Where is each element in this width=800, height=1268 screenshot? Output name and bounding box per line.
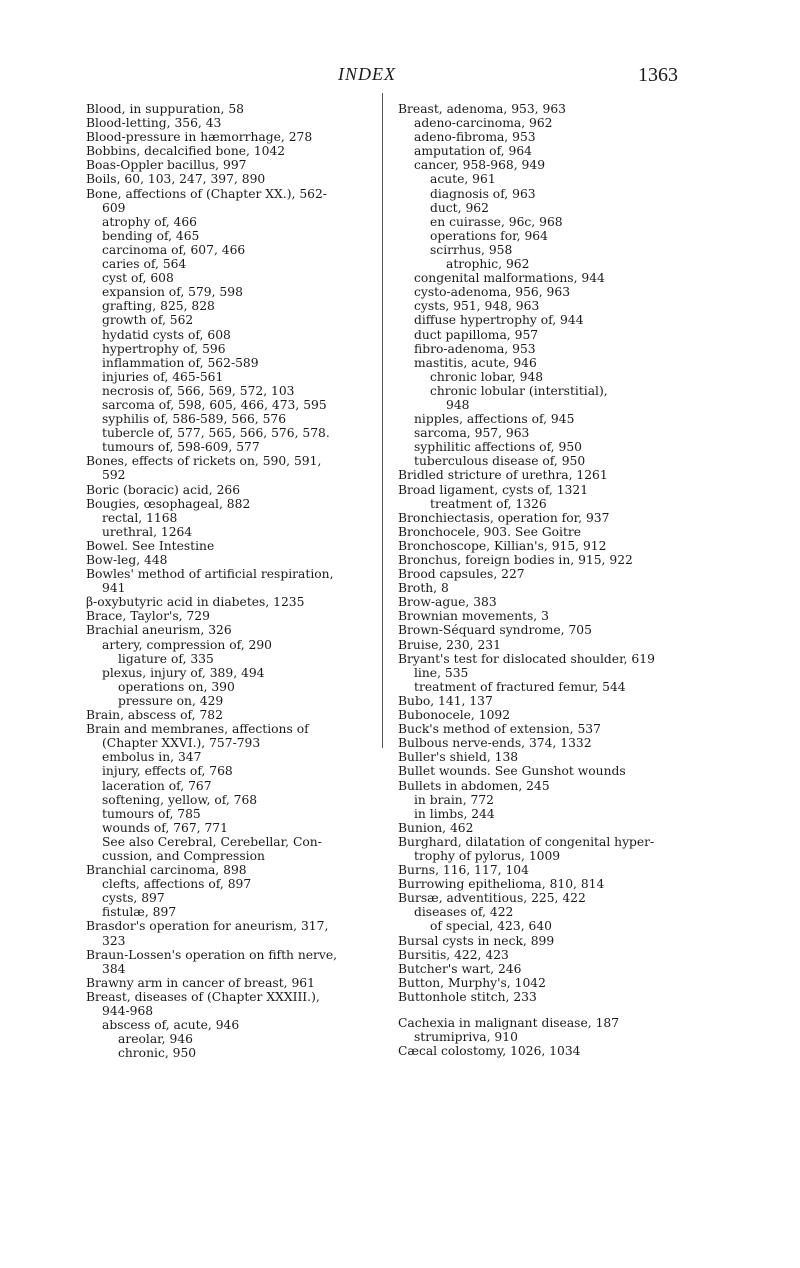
index-entry: Breast, diseases of (Chapter XXXIII.),	[86, 989, 320, 1004]
index-entry: Braun-Lossen's operation on fifth nerve,	[86, 947, 338, 962]
index-subentry: sarcoma, 957, 963	[414, 426, 530, 441]
index-subentry: nipples, affections of, 945	[414, 412, 575, 427]
index-subentry: diffuse hypertrophy of, 944	[414, 313, 584, 328]
index-subentry: growth of, 562	[102, 313, 194, 328]
index-column-left	[86, 102, 376, 1060]
index-subentry: grafting, 825, 828	[102, 299, 215, 314]
index-subentry: diagnosis of, 963	[430, 186, 536, 201]
index-subentry: clefts, affections of, 897	[102, 877, 252, 892]
index-subentry: cysts, 897	[102, 891, 165, 906]
index-subentry: hydatid cysts of, 608	[102, 327, 231, 342]
index-entry: Bubo, 141, 137	[398, 693, 493, 708]
index-subentry: amputation of, 964	[414, 144, 532, 159]
index-subentry: tuberculous disease of, 950	[414, 454, 586, 469]
index-subentry: duct papilloma, 957	[414, 327, 539, 342]
index-entry: Blood, in suppuration, 58	[86, 102, 244, 116]
index-subentry: cysts, 951, 948, 963	[414, 299, 540, 314]
index-entry: Bullet wounds. See Gunshot wounds	[398, 764, 626, 779]
index-subentry: wounds of, 767, 771	[102, 820, 228, 835]
index-subentry: mastitis, acute, 946	[414, 355, 537, 370]
index-subentry: tubercle of, 577, 565, 566, 576, 578.	[102, 426, 330, 441]
index-entry: Buck's method of extension, 537	[398, 722, 601, 737]
index-entry: Burghard, dilatation of congenital hyper-	[398, 834, 655, 849]
index-subentry: fibro-adenoma, 953	[414, 341, 536, 356]
index-subentry: operations on, 390	[118, 679, 235, 694]
index-subentry: in limbs, 244	[414, 806, 495, 821]
index-subentry: hypertrophy of, 596	[102, 341, 226, 356]
index-subentry: pressure on, 429	[118, 693, 224, 708]
index-subentry: inflammation of, 562-589	[102, 355, 259, 370]
index-entry: Bronchocele, 903. See Goitre	[398, 524, 582, 539]
index-entry: Brain, abscess of, 782	[86, 708, 223, 723]
index-subentry: syphilitic affections of, 950	[414, 440, 582, 455]
index-subentry: chronic lobular (interstitial),	[430, 383, 608, 398]
index-entry: Butcher's wart, 246	[398, 961, 522, 976]
index-entry: Brace, Taylor's, 729	[86, 609, 210, 624]
index-entry: Bougies, œsophageal, 882	[86, 496, 251, 511]
index-subentry: cyst of, 608	[102, 271, 174, 286]
index-entry: Boric (boracic) acid, 266	[86, 482, 241, 497]
index-subentry: fistulæ, 897	[102, 905, 177, 920]
index-entry-continuation: 944-968	[102, 1004, 154, 1018]
index-subentry: cysto-adenoma, 956, 963	[414, 285, 571, 300]
index-entry: Bronchus, foreign bodies in, 915, 922	[398, 553, 633, 567]
index-entry: Broth, 8	[398, 581, 449, 596]
index-subentry: of special, 423, 640	[430, 919, 552, 934]
index-entry-continuation: 323	[102, 933, 126, 948]
index-entry-continuation: 384	[102, 961, 126, 976]
index-entry: Cæcal colostomy, 1026, 1034	[398, 1044, 581, 1059]
index-entry: Bones, effects of rickets on, 590, 591,	[86, 454, 322, 469]
index-entry: Bridled stricture of urethra, 1261	[398, 468, 608, 483]
index-entry: Breast, adenoma, 953, 963	[398, 102, 566, 116]
index-subentry: plexus, injury of, 389, 494	[102, 665, 265, 680]
index-entry: Brawny arm in cancer of breast, 961	[86, 975, 315, 990]
index-subentry: congenital malformations, 944	[414, 271, 605, 286]
index-entry: Bowles' method of artificial respiration,	[86, 567, 334, 582]
index-entry: Bronchoscope, Killian's, 915, 912	[398, 538, 607, 553]
index-entry: Boas-Oppler bacillus, 997	[86, 158, 247, 173]
index-subentry: (Chapter XXVI.), 757-793	[102, 736, 261, 751]
index-subentry: See also Cerebral, Cerebellar, Con-	[102, 834, 322, 849]
index-entry: Bow-leg, 448	[86, 553, 168, 567]
index-subentry: ligature of, 335	[118, 651, 214, 666]
index-subentry: caries of, 564	[102, 257, 187, 272]
index-subentry: syphilis of, 586-589, 566, 576	[102, 412, 287, 427]
index-subentry: en cuirasse, 96c, 968	[430, 214, 563, 229]
index-subentry: tumours of, 785	[102, 806, 201, 821]
index-subentry: trophy of pylorus, 1009	[414, 848, 561, 863]
index-subentry: areolar, 946	[118, 1032, 193, 1047]
index-subentry: cancer, 958-968, 949	[414, 158, 546, 173]
index-subentry: bending of, 465	[102, 228, 200, 243]
index-subentry: necrosis of, 566, 569, 572, 103	[102, 383, 295, 398]
index-subentry: sarcoma of, 598, 605, 466, 473, 595	[102, 397, 327, 412]
index-entry: Button, Murphy's, 1042	[398, 975, 546, 990]
index-entry: Burns, 116, 117, 104	[398, 863, 529, 878]
index-entry: Buller's shield, 138	[398, 750, 519, 765]
index-entry: Blood-letting, 356, 43	[86, 116, 222, 131]
index-entry: Bursæ, adventitious, 225, 422	[398, 891, 586, 906]
index-subentry: duct, 962	[430, 200, 489, 215]
index-subentry: softening, yellow, of, 768	[102, 792, 258, 807]
index-entry: Bursitis, 422, 423	[398, 947, 509, 962]
index-subentry: treatment of, 1326	[430, 496, 547, 511]
index-entry-continuation: 609	[102, 200, 126, 215]
index-entry: Bryant's test for dislocated shoulder, 619	[398, 651, 655, 666]
index-subentry: diseases of, 422	[414, 905, 514, 920]
index-entry-continuation: 592	[102, 468, 126, 483]
index-entry: Brown-Séquard syndrome, 705	[398, 623, 592, 638]
index-entry: Bowel. See Intestine	[86, 538, 215, 553]
index-entry: Burrowing epithelioma, 810, 814	[398, 877, 605, 892]
index-subentry: abscess of, acute, 946	[102, 1018, 240, 1033]
column-divider	[382, 93, 383, 748]
index-entry: Boils, 60, 103, 247, 397, 890	[86, 172, 266, 187]
index-subentry: embolus in, 347	[102, 750, 202, 765]
index-entry: Brownian movements, 3	[398, 609, 549, 624]
index-entry: Brow-ague, 383	[398, 595, 497, 610]
index-entry: Bronchiectasis, operation for, 937	[398, 510, 610, 525]
index-subentry: acute, 961	[430, 172, 496, 187]
index-subentry: adeno-carcinoma, 962	[414, 116, 553, 131]
index-subentry: treatment of fractured femur, 544	[414, 679, 626, 694]
index-subentry: strumipriva, 910	[414, 1030, 518, 1045]
index-subentry: atrophic, 962	[446, 257, 530, 272]
index-entry: Brood capsules, 227	[398, 567, 525, 582]
index-subentry: adeno-fibroma, 953	[414, 130, 536, 145]
index-entry-continuation: 941	[102, 581, 126, 596]
index-subentry: operations for, 964	[430, 228, 548, 243]
index-entry: Bunion, 462	[398, 820, 474, 835]
index-entry: Brachial aneurism, 326	[86, 623, 232, 638]
index-entry: Brasdor's operation for aneurism, 317,	[86, 919, 329, 934]
index-subentry: 948	[446, 397, 470, 412]
index-subentry: rectal, 1168	[102, 510, 178, 525]
index-subentry: in brain, 772	[414, 792, 494, 807]
index-entry: Bubonocele, 1092	[398, 708, 511, 723]
index-subentry: artery, compression of, 290	[102, 637, 273, 652]
index-entry: Branchial carcinoma, 898	[86, 863, 247, 878]
index-entry: Bone, affections of (Chapter XX.), 562-	[86, 186, 327, 201]
page-header	[0, 62, 800, 92]
index-subentry: laceration of, 767	[102, 778, 212, 793]
running-title: INDEX	[338, 64, 396, 84]
index-subentry: chronic lobar, 948	[430, 369, 544, 384]
index-subentry: carcinoma of, 607, 466	[102, 242, 246, 257]
index-entry: Broad ligament, cysts of, 1321	[398, 482, 589, 497]
index-entry: Buttonhole stitch, 233	[398, 989, 537, 1004]
index-subentry: line, 535	[414, 665, 469, 680]
page-number: 1363	[638, 64, 678, 86]
index-subentry: injury, effects of, 768	[102, 764, 233, 779]
index-subentry: cussion, and Compression	[102, 848, 265, 863]
index-subentry: tumours of, 598-609, 577	[102, 440, 260, 455]
index-subentry: chronic, 950	[118, 1046, 197, 1061]
index-entry: Cachexia in malignant disease, 187	[398, 1016, 620, 1030]
index-entry: Blood-pressure in hæmorrhage, 278	[86, 130, 313, 145]
index-entry: Brain and membranes, affections of	[86, 722, 309, 737]
index-subentry: expansion of, 579, 598	[102, 285, 243, 300]
index-gap	[398, 1004, 738, 1016]
index-entry: Bulbous nerve-ends, 374, 1332	[398, 736, 592, 751]
index-entry: Bursal cysts in neck, 899	[398, 933, 555, 948]
index-entry: Bobbins, decalcified bone, 1042	[86, 144, 286, 159]
index-entry: β-oxybutyric acid in diabetes, 1235	[86, 595, 305, 610]
index-column-right	[398, 102, 738, 1058]
index-subentry: atrophy of, 466	[102, 214, 198, 229]
index-subentry: scirrhus, 958	[430, 242, 513, 257]
index-subentry: urethral, 1264	[102, 524, 193, 539]
index-entry: Bullets in abdomen, 245	[398, 778, 550, 793]
index-subentry: injuries of, 465-561	[102, 369, 224, 384]
index-entry: Bruise, 230, 231	[398, 637, 501, 652]
